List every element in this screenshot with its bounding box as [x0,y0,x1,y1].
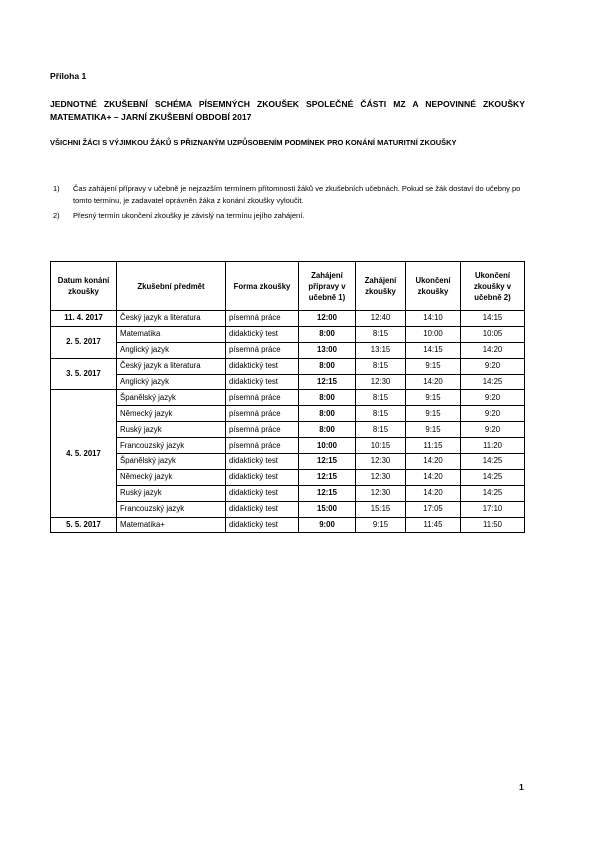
footnote-number: 2) [53,211,60,220]
exam-date-cell: 5. 5. 2017 [51,517,117,533]
end-time-cell: 10:00 [406,326,461,342]
table-row [51,326,525,342]
subject-cell: Německý jazyk [117,406,226,422]
prep-time-cell: 8:00 [299,390,356,406]
table-row [51,517,525,533]
table-row [51,374,525,390]
form-cell: didaktický test [226,469,299,485]
footnote [50,210,530,222]
form-cell: písemná práce [226,390,299,406]
prep-time-cell: 9:00 [299,517,356,533]
form-cell: písemná práce [226,422,299,438]
subject-cell: Ruský jazyk [117,485,226,501]
start-time-cell: 8:15 [356,422,406,438]
subject-cell: Francouzský jazyk [117,501,226,517]
end-room-time-cell: 14:20 [461,342,525,358]
subject-cell: Matematika+ [117,517,226,533]
footnotes [50,183,530,222]
form-cell: didaktický test [226,454,299,470]
document-subtitle: VŠICHNI ŽÁCI S VÝJIMKOU ŽÁKŮ S PŘIZNANÝM UZPŮSOBENÍM PODMÍNEK PRO KONÁNÍ MATURITNÍ ZKOUŠKY [50,138,457,147]
table-row [51,438,525,454]
prep-time-cell: 8:00 [299,422,356,438]
start-time-cell: 8:15 [356,406,406,422]
end-room-time-cell: 14:15 [461,311,525,327]
prep-time-cell: 15:00 [299,501,356,517]
end-room-time-cell: 14:25 [461,454,525,470]
subject-cell: Anglický jazyk [117,374,226,390]
prep-time-cell: 12:15 [299,374,356,390]
exam-date-cell: 11. 4. 2017 [51,311,117,327]
subject-cell: Anglický jazyk [117,342,226,358]
end-time-cell: 17:05 [406,501,461,517]
start-time-cell: 15:15 [356,501,406,517]
table-row [51,406,525,422]
start-time-cell: 12:30 [356,454,406,470]
subject-cell: Ruský jazyk [117,422,226,438]
end-room-time-cell: 9:20 [461,406,525,422]
table-row [51,358,525,374]
end-time-cell: 14:20 [406,469,461,485]
footnote-text: Přesný termín ukončení zkoušky je závislý na termínu jejího zahájení. [73,211,305,220]
footnote [50,183,530,206]
end-time-cell: 14:15 [406,342,461,358]
end-room-time-cell: 9:20 [461,390,525,406]
column-header: Zahájení zkoušky [356,262,406,311]
table-row [51,390,525,406]
end-room-time-cell: 10:05 [461,326,525,342]
table-row [51,342,525,358]
form-cell: didaktický test [226,374,299,390]
end-time-cell: 14:10 [406,311,461,327]
table-header-row [51,262,525,311]
annex-label: Příloha 1 [50,71,87,81]
prep-time-cell: 8:00 [299,358,356,374]
start-time-cell: 8:15 [356,390,406,406]
form-cell: didaktický test [226,326,299,342]
start-time-cell: 12:30 [356,469,406,485]
prep-time-cell: 12:00 [299,311,356,327]
end-time-cell: 9:15 [406,390,461,406]
footnote-number: 1) [53,184,60,193]
subject-cell: Matematika [117,326,226,342]
end-time-cell: 9:15 [406,406,461,422]
end-room-time-cell: 9:20 [461,358,525,374]
start-time-cell: 9:15 [356,517,406,533]
subject-cell: Český jazyk a literatura [117,311,226,327]
end-time-cell: 11:15 [406,438,461,454]
prep-time-cell: 12:15 [299,454,356,470]
end-room-time-cell: 11:50 [461,517,525,533]
table-row [51,454,525,470]
start-time-cell: 12:30 [356,485,406,501]
exam-date-cell: 4. 5. 2017 [51,390,117,517]
form-cell: písemná práce [226,311,299,327]
form-cell: didaktický test [226,485,299,501]
column-header: Ukončení zkoušky v učebně 2) [461,262,525,311]
subject-cell: Český jazyk a literatura [117,358,226,374]
column-header: Ukončení zkoušky [406,262,461,311]
end-room-time-cell: 14:25 [461,485,525,501]
end-time-cell: 9:15 [406,422,461,438]
form-cell: písemná práce [226,406,299,422]
end-time-cell: 14:20 [406,374,461,390]
start-time-cell: 8:15 [356,358,406,374]
start-time-cell: 12:30 [356,374,406,390]
end-room-time-cell: 17:10 [461,501,525,517]
subject-cell: Španělský jazyk [117,390,226,406]
exam-date-cell: 2. 5. 2017 [51,326,117,358]
end-time-cell: 9:15 [406,358,461,374]
table-row [51,485,525,501]
start-time-cell: 10:15 [356,438,406,454]
end-room-time-cell: 9:20 [461,422,525,438]
end-room-time-cell: 14:25 [461,469,525,485]
form-cell: didaktický test [226,501,299,517]
prep-time-cell: 12:15 [299,485,356,501]
subject-cell: Německý jazyk [117,469,226,485]
table-row [51,469,525,485]
start-time-cell: 8:15 [356,326,406,342]
prep-time-cell: 12:15 [299,469,356,485]
form-cell: didaktický test [226,358,299,374]
end-time-cell: 14:20 [406,454,461,470]
exam-date-cell: 3. 5. 2017 [51,358,117,390]
start-time-cell: 12:40 [356,311,406,327]
prep-time-cell: 8:00 [299,326,356,342]
column-header: Zkušební předmět [117,262,226,311]
form-cell: písemná práce [226,438,299,454]
column-header: Zahájení přípravy v učebně 1) [299,262,356,311]
table-row [51,501,525,517]
prep-time-cell: 13:00 [299,342,356,358]
table-row [51,422,525,438]
table-row [51,311,525,327]
document-title: JEDNOTNÉ ZKUŠEBNÍ SCHÉMA PÍSEMNÝCH ZKOUŠEK SPOLEČNÉ ČÁSTI MZ A NEPOVINNÉ ZKOUŠKY MATEMATIKA+ – JARNÍ ZKUŠEBNÍ OBDOBÍ 2017 [50,99,525,122]
end-room-time-cell: 14:25 [461,374,525,390]
subject-cell: Španělský jazyk [117,454,226,470]
end-time-cell: 14:20 [406,485,461,501]
table-body [51,311,525,533]
exam-schedule-table [50,261,525,533]
column-header: Datum konání zkoušky [51,262,117,311]
form-cell: písemná práce [226,342,299,358]
column-header: Forma zkoušky [226,262,299,311]
end-time-cell: 11:45 [406,517,461,533]
subject-cell: Francouzský jazyk [117,438,226,454]
prep-time-cell: 8:00 [299,406,356,422]
end-room-time-cell: 11:20 [461,438,525,454]
start-time-cell: 13:15 [356,342,406,358]
form-cell: didaktický test [226,517,299,533]
footnote-text: Čas zahájení přípravy v učebně je nejzazším termínem přítomnosti žáků ve zkušebních učebnách. Pokud se žák dostaví do učebny po tomto termínu, je zadavatel oprávněn žáka z konání zkoušky vyloučit. [73,184,521,205]
page-number: 1 [519,782,524,792]
prep-time-cell: 10:00 [299,438,356,454]
